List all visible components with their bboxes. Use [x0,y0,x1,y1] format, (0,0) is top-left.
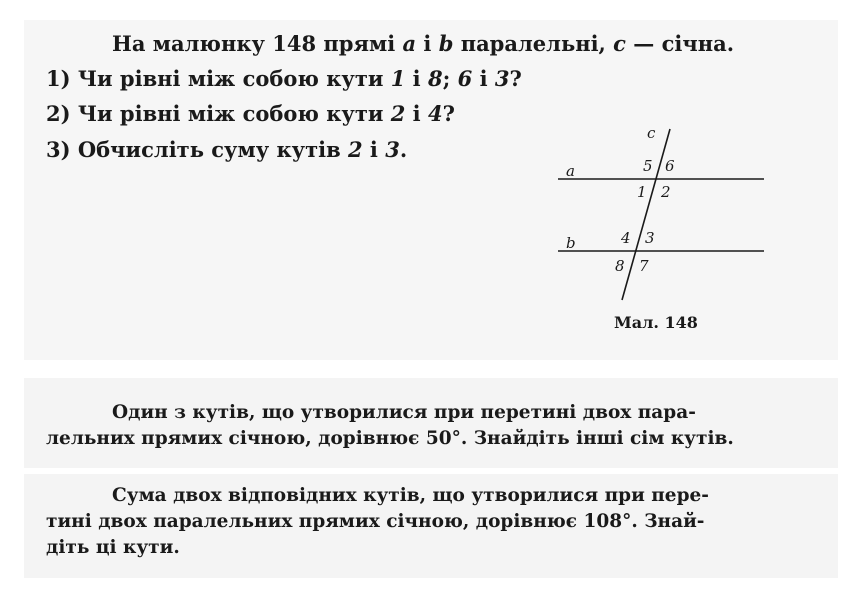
text-fragment: і [472,66,495,91]
figure-148 [540,124,790,314]
task-108-line-2: тині двох паралельних прямих січною, дорівнює 108°. Знай- [46,511,705,532]
task-50-line-2: лельних прямих січною, дорівнює 50°. Знайдіть інші сім кутів. [46,428,734,449]
label-c: c [647,124,656,142]
angle-number: 2 [347,137,363,162]
question-2 [46,101,455,126]
label-a: a [566,162,575,180]
line-b-symbol: b [438,31,454,56]
angle-number: 1 [390,66,406,91]
text-fragment: 2) Чи рівні між собою кути [46,101,391,126]
text-fragment: ; [442,66,458,91]
question-1 [46,66,522,91]
angle-number: 3 [494,66,510,91]
angle-label-1: 1 [637,183,647,201]
task-block-50 [24,378,838,468]
angle-label-2: 2 [661,183,671,201]
text-fragment: ? [442,101,455,126]
text-fragment: На малюнку 148 прямі [112,31,403,56]
task-intro-line [112,31,734,56]
text-fragment: . [399,137,408,162]
line-a-symbol: a [402,31,417,56]
text-fragment: і [405,66,428,91]
angle-label-6: 6 [665,157,675,175]
label-b: b [566,234,576,252]
text-fragment: 1) Чи рівні між собою кути [46,66,391,91]
figure-caption: Мал. 148 [614,313,698,332]
angle-number: 8 [427,66,443,91]
task-108-line-3: діть ці кути. [46,537,180,558]
text-fragment: і [416,31,439,56]
text-fragment: ? [509,66,522,91]
text-fragment: і [405,101,428,126]
task-50-line-1: Один з кутів, що утворилися при перетині двох пара- [112,402,696,423]
line-c-symbol: c [613,31,626,56]
angle-label-4: 4 [621,229,631,247]
text-fragment: і [362,137,386,162]
text-fragment: 3) Обчисліть суму кутів [46,137,348,162]
question-3 [46,137,407,162]
angle-label-7: 7 [639,257,649,275]
angle-label-5: 5 [643,157,653,175]
angle-number: 6 [457,66,473,91]
angle-number: 2 [390,101,406,126]
angle-label-3: 3 [645,229,655,247]
angle-number: 4 [427,101,443,126]
angle-number: 3 [385,137,400,162]
text-fragment: паралельні, [453,31,614,56]
angle-label-8: 8 [615,257,625,275]
text-fragment: — січна. [625,31,735,56]
task-108-line-1: Сума двох відповідних кутів, що утворилися при пере- [112,485,709,506]
